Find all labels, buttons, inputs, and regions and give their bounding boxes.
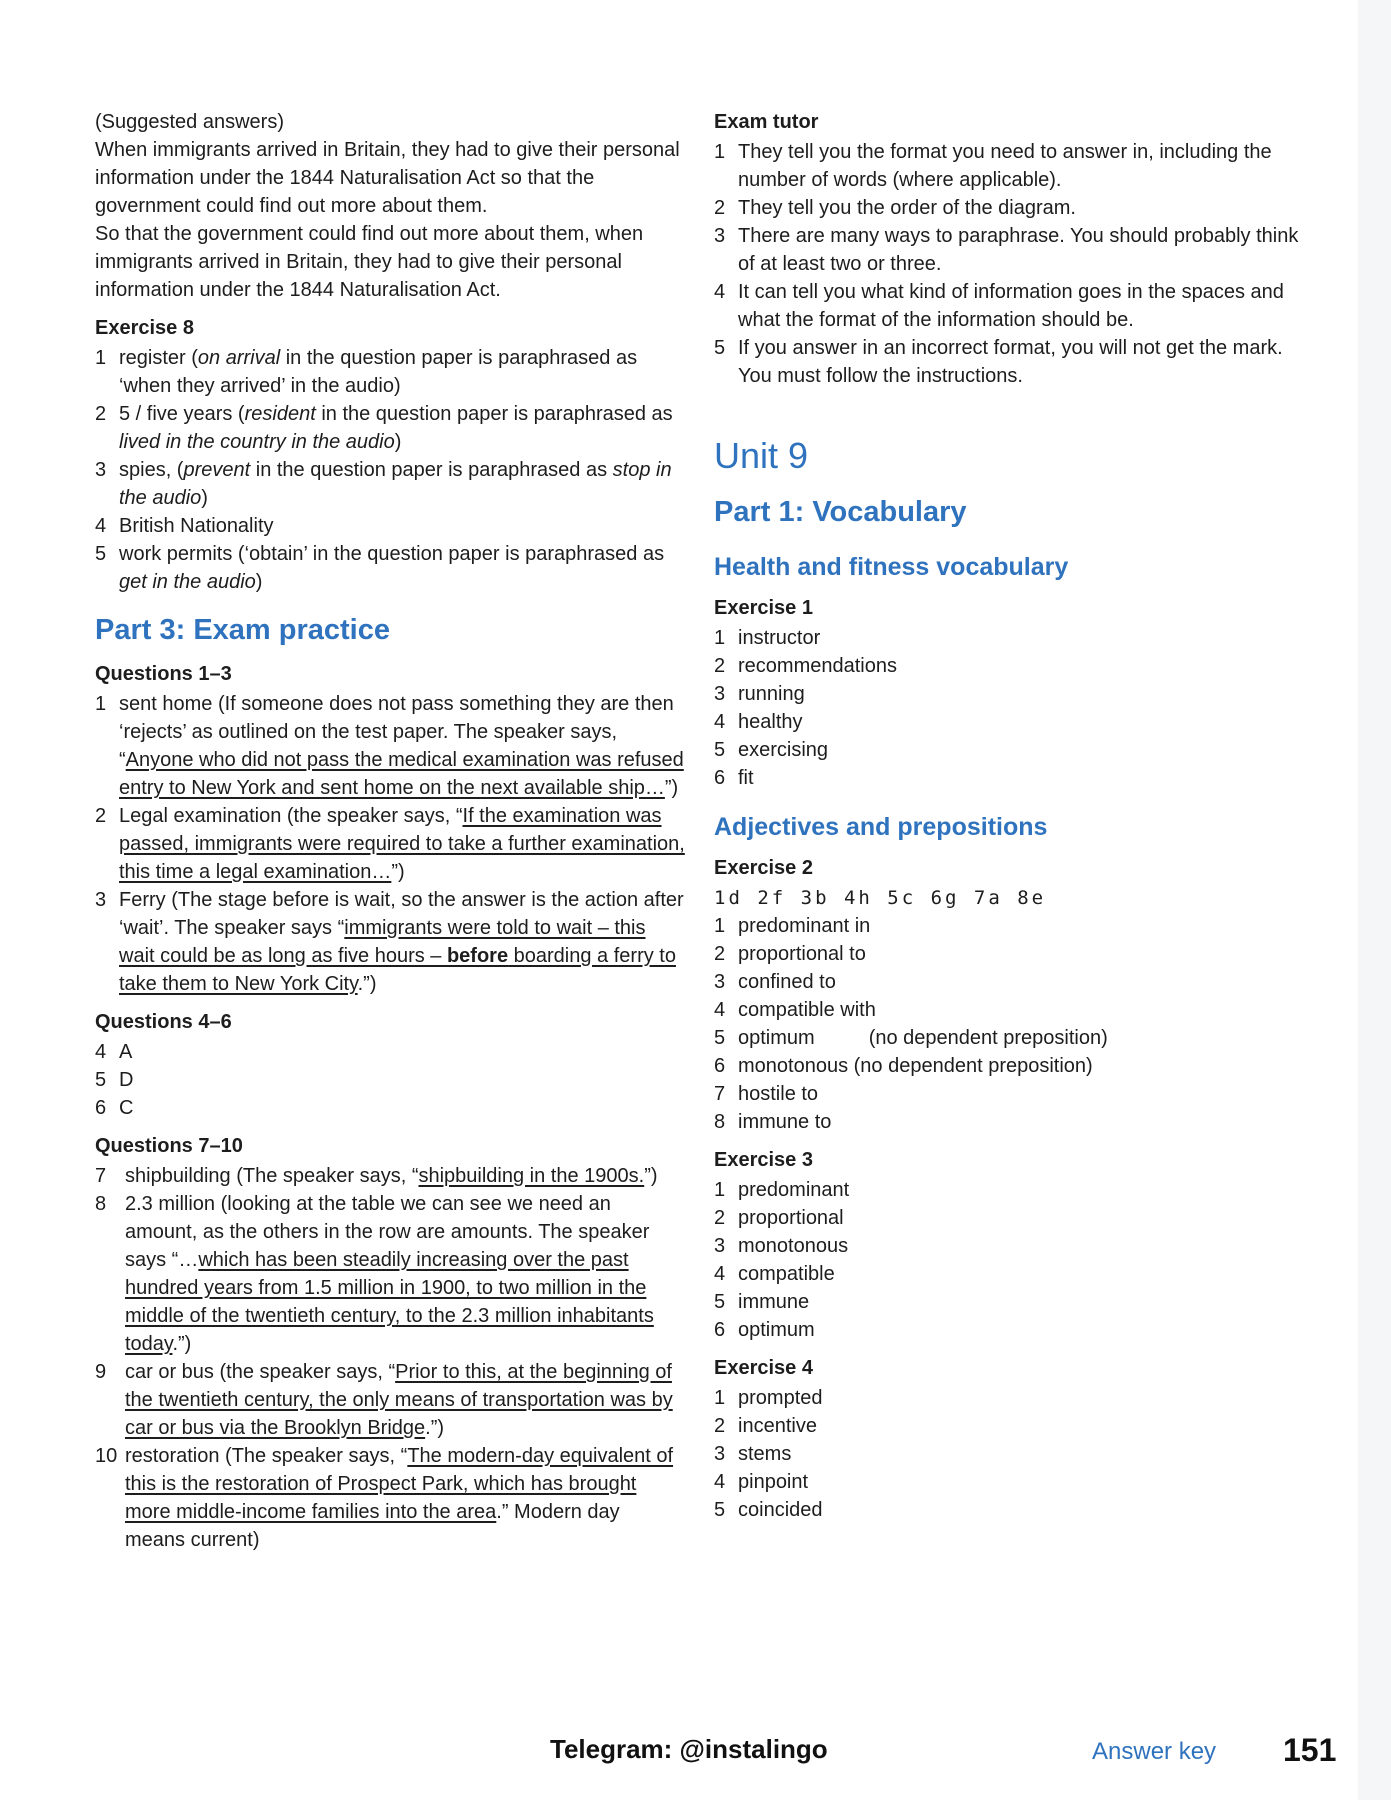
questions-1-3-heading: Questions 1–3 — [95, 663, 232, 685]
exercise-2-heading: Exercise 2 — [714, 857, 813, 879]
list-item: 9 car or bus (the speaker says, “Prior to this, at the beginning of the twentieth century, the only means of transportation was by car or bus via the Brooklyn Bridge.”) — [95, 1361, 673, 1439]
list-item: 6 fit — [714, 767, 754, 789]
list-item: 1 predominant — [714, 1179, 850, 1201]
list-item: 3 There are many ways to paraphrase. You should probably think of at least two or three. — [714, 225, 1299, 275]
list-item: 3 monotonous — [714, 1235, 849, 1257]
list-item: 1 prompted — [714, 1387, 823, 1409]
exercise-3-list — [714, 1176, 1314, 1344]
list-item: 6 monotonous (no dependent preposition) — [714, 1055, 1093, 1077]
list-item: 4 compatible with — [714, 999, 876, 1021]
list-item: 5 D — [95, 1069, 134, 1091]
list-item: 1 sent home (If someone does not pass something they are then ‘rejects’ as outlined on the test paper. The speaker says, “Anyone who did not pass the medical examination was refused entry to New York and sent home on the next available ship…”) — [95, 693, 684, 799]
questions-1-3-list — [95, 690, 685, 998]
page-edge-shade — [1358, 0, 1391, 1800]
list-item: 5 exercising — [714, 739, 829, 761]
list-item: 4 pinpoint — [714, 1471, 809, 1493]
list-item: 8 immune to — [714, 1111, 832, 1133]
telegram-credit: Telegram: @instalingo — [550, 1734, 828, 1764]
list-item: 3 stems — [714, 1443, 792, 1465]
list-item: 2 proportional to — [714, 943, 866, 965]
page-number: 151 — [1283, 1732, 1337, 1768]
list-item: 1 register (on arrival in the question paper is paraphrased as ‘when they arrived’ in the audio) — [95, 347, 638, 397]
right-column — [714, 108, 1314, 1524]
list-item: 4 It can tell you what kind of information goes in the spaces and what the format of the information should be. — [714, 281, 1284, 331]
list-item: 5 coincided — [714, 1499, 823, 1521]
exercise-8-heading: Exercise 8 — [95, 317, 194, 339]
list-item: 10 restoration (The speaker says, “The modern-day equivalent of this is the restoration of Prospect Park, which has brought more middle-income families into the area.” Modern day means current) — [95, 1445, 674, 1551]
list-item: 5 If you answer in an incorrect format, you will not get the mark. You must follow the instructions. — [714, 337, 1283, 387]
adjectives-prepositions-title: Adjectives and prepositions — [714, 813, 1048, 841]
list-item: 4 A — [95, 1041, 133, 1063]
left-column — [95, 108, 685, 1554]
list-item: 2 5 / five years (resident in the question paper is paraphrased as lived in the country in the audio) — [95, 403, 673, 453]
questions-4-6-heading: Questions 4–6 — [95, 1011, 232, 1033]
list-item: 2 recommendations — [714, 655, 897, 677]
exam-tutor-list — [714, 138, 1314, 390]
list-item: 7 shipbuilding (The speaker says, “shipbuilding in the 1900s.”) — [95, 1165, 658, 1187]
list-item: 3 Ferry (The stage before is wait, so the answer is the action after ‘wait’. The speaker says “immigrants were told to wait – this wait could be as long as five hours – before boarding a ferry to take them to New York City.”) — [95, 889, 684, 995]
list-item: 5 optimum (no dependent preposition) — [714, 1027, 1108, 1049]
list-item: 5 work permits (‘obtain’ in the question paper is paraphrased as get in the audio) — [95, 543, 665, 593]
list-item: 7 hostile to — [714, 1083, 819, 1105]
part-1-title: Part 1: Vocabulary — [714, 496, 967, 528]
list-item: 2 proportional — [714, 1207, 844, 1229]
list-item: 8 2.3 million (looking at the table we can see we need an amount, as the others in the row are amounts. The speaker says “…which has been steadily increasing over the past hundred years from 1.5 million in 1900, to two million in the middle of the twentieth century, to the 2.3 million inhabitants today.”) — [95, 1193, 654, 1355]
suggested-label: (Suggested answers) — [95, 111, 284, 133]
list-item: 3 confined to — [714, 971, 836, 993]
list-item: 6 C — [95, 1097, 134, 1119]
list-item: 1 predominant in — [714, 915, 871, 937]
exercise-2-key-line: 1d 2f 3b 4h 5c 6g 7a 8e — [714, 887, 1047, 909]
questions-7-10-list — [95, 1162, 685, 1554]
exercise-4-list — [714, 1384, 1314, 1524]
health-fitness-title: Health and fitness vocabulary — [714, 553, 1069, 581]
exercise-8-list — [95, 344, 685, 596]
exam-tutor-heading: Exam tutor — [714, 111, 819, 133]
section-label: Answer key — [1092, 1738, 1217, 1765]
questions-4-6-list — [95, 1038, 685, 1122]
suggested-answer-1: When immigrants arrived in Britain, they had to give their personal information under the 1844 Naturalisation Act so that the government could find out more about them. — [95, 139, 680, 217]
list-item: 3 spies, (prevent in the question paper is paraphrased as stop in the audio) — [95, 459, 672, 509]
exercise-3-heading: Exercise 3 — [714, 1149, 813, 1171]
list-item: 6 optimum — [714, 1319, 815, 1341]
unit-title: Unit 9 — [714, 435, 809, 476]
list-item: 5 immune — [714, 1291, 810, 1313]
list-item: 2 They tell you the order of the diagram. — [714, 197, 1076, 219]
exercise-1-list — [714, 624, 1314, 792]
list-item: 3 running — [714, 683, 805, 705]
list-item: 4 healthy — [714, 711, 803, 733]
list-item: 4 compatible — [714, 1263, 835, 1285]
exercise-4-heading: Exercise 4 — [714, 1357, 813, 1379]
part-3-title: Part 3: Exam practice — [95, 614, 390, 646]
questions-7-10-heading: Questions 7–10 — [95, 1135, 243, 1157]
exercise-2-list — [714, 912, 1314, 1136]
list-item: 2 Legal examination (the speaker says, “If the examination was passed, immigrants were required to take a further examination, this time a legal examination…”) — [95, 805, 685, 883]
list-item: 1 instructor — [714, 627, 821, 649]
list-item: 1 They tell you the format you need to answer in, including the number of words (where applicable). — [714, 141, 1272, 191]
exercise-1-heading: Exercise 1 — [714, 597, 813, 619]
suggested-answer-2: So that the government could find out more about them, when immigrants arrived in Britain, they had to give their personal information under the 1844 Naturalisation Act. — [95, 223, 644, 301]
list-item: 2 incentive — [714, 1415, 817, 1437]
list-item: 4 British Nationality — [95, 515, 274, 537]
